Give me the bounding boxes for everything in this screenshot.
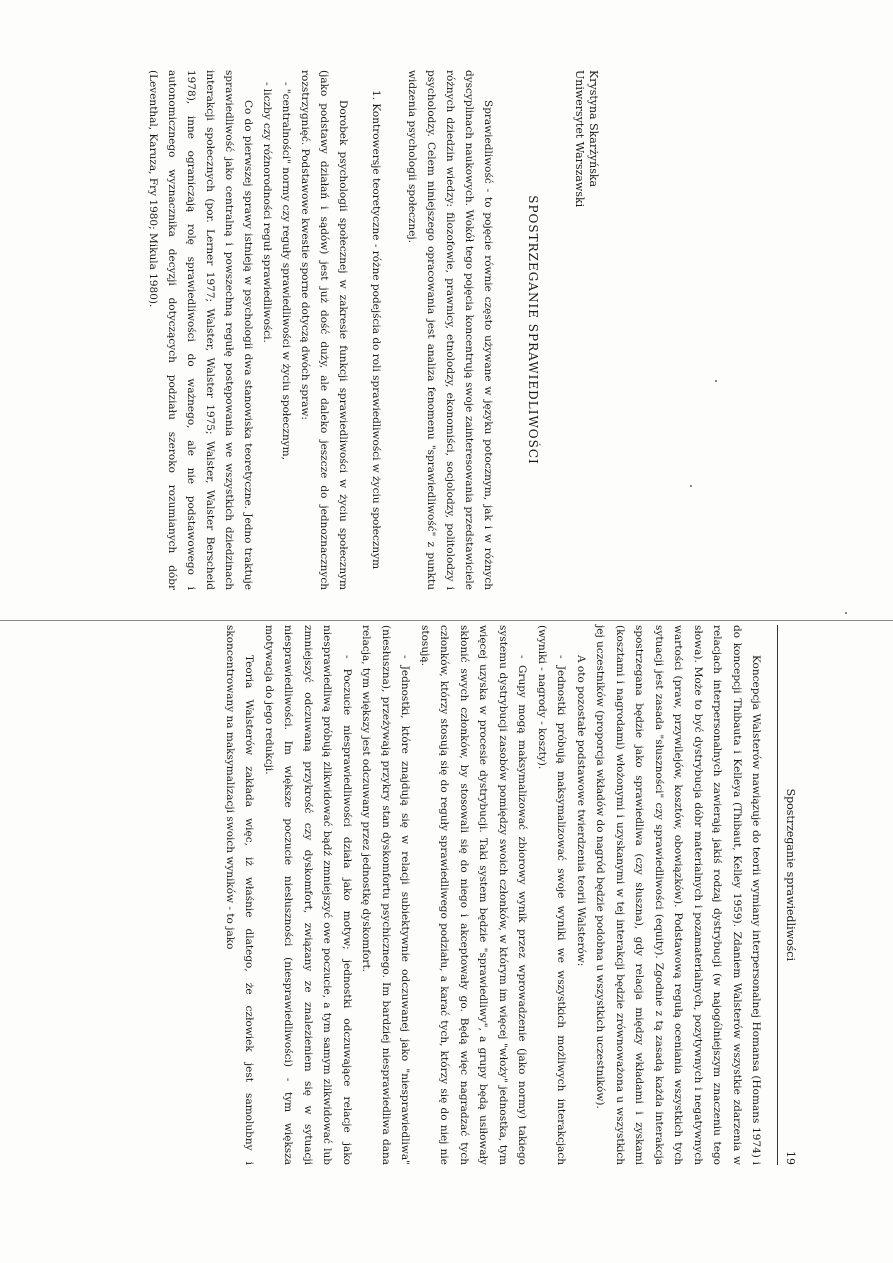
author-name: Krystyna Skarżyńska [587, 70, 600, 188]
scan-speck [845, 612, 847, 614]
page-number: 19 [784, 1151, 797, 1165]
list-item: - Jednostki próbują maksymalizować swoje wyniki we wszystkich możliwych interakcjach (wyniki - nagrody - koszty). [536, 625, 568, 1165]
section-heading: 1. Kontrowersje teoretyczne - różne podejścia do roli sprawiedliwości w życiu społecznym [370, 90, 382, 570]
body-paragraph: Teoria Walsterów zakłada więc, iż właśnie dlatego, że człowiek jest samolubny i skoncentrowany na maksymalizacji swoich wyników - to jako [224, 625, 256, 1165]
page-fold-divider [0, 620, 893, 621]
running-head [778, 625, 801, 1165]
body-paragraph: A oto pozostałe podstawowe twierdzenia teorii Walsterów: [575, 655, 587, 967]
list-item: - Poczucie niesprawiedliwości działa jako motyw; jednostki odczuwające relacje jako niesprawiedliwą próbują zlikwidować bądź zmniejszyć owe poczucie, a tym samym zlikwidować lub zmniejszyć odczuwaną przykrość czy dyskomfort, związany ze znalezieniem się w sytuacji niesprawiedliwości. Im większe poczucie niesłuszności (niesprawiedliwości) - tym większa motywacja do jego redukcji. [263, 625, 353, 1165]
list-item: - Jednostki, które znajdują się w relacji subiektywnie odczuwanej jako "niesprawiedliwa" (niesłuszna), przeżywają przykry stan dyskomfortu psychicznego. Im bardziej niesprawiedliwa dana relacja, tym większy jest odczuwany przez jednostkę dyskomfort. [360, 625, 412, 1165]
article-title: SPOSTRZEGANIE SPRAWIEDLIWOŚCI [526, 195, 540, 465]
list-item: - "centralności" normy czy reguły sprawiedliwości w życiu społecznym, [280, 82, 292, 460]
list-item: - liczby czy różnorodności reguł sprawiedliwości. [261, 82, 273, 343]
scan-speck [715, 380, 717, 382]
section-paragraph: Dorobek psychologii społecznej w zakresie funkcji sprawiedliwości w życiu społecznym (jako podstawy działań i sądów) jest już dość duży, ale daleko jeszcze do jednoznacznych rozstrzygnięć. Podstawowe kwestie sporne dotyczą dwóch spraw: [299, 70, 349, 590]
article-opening-page [60, 70, 600, 590]
author-affiliation: Uniwersytet Warszawski [573, 70, 586, 208]
section-paragraph: Co do pierwszej sprawy istnieją w psychologii dwa stanowiska teoretyczne. Jedno traktuje sprawiedliwość jako centralną i powszechną regułę postępowania we wszystkich dziedzinach interakcji społecznych (por. Lerner 1977; Walster, Walster 1975; Walster, Walster Berscheid 1978), inne ograniczają rolę sprawiedliwości do ważnego, ale nie podstawowego i autonomicznego wyznacznika decyzji dotyczących podziału szeroko rozumianych dóbr (Leventhal, Karuza, Fry 1980; Mikula 1980). [147, 70, 254, 590]
intro-paragraph: Sprawiedliwość - to pojęcie równie często używane w języku potocznym, jak i w różnych dyscyplinach naukowych. Wokół tego pojęcia koncentrują swoje zainteresowania przedstawiciele różnych dziedzin wiedzy: filozofowie, prawnicy, etnolodzy, ekonomiści, socjolodzy, politolodzy i psycholodzy. Celem niniejszego opracowania jest analiza fenomenu "sprawiedliwość" z punktu widzenia psychologii społecznej. [406, 70, 494, 590]
page-19 [80, 625, 800, 1165]
body-paragraph: Koncepcja Walsterów nawiązuje do teorii wymiany interpersonalnej Homansa (Homans 1974) i do koncepcji Thibauta i Kelleya (Thibaut, Kelley 1959). Zdaniem Walsterów wszystkie zdarzenia w relacjach interpersonalnych zawierają jakiś rodzaj dystrybucji (w najogólniejszym znaczeniu tego słowa). Może to być dystrybucja dóbr materialnych i pozamaterialnych, pozytywnych i negatywnych wartości (praw, przywilejów, kosztów, obowiązków). Podstawową regułą oceniania wszystkich tych sytuacji jest zasada "słuszności" czy sprawiedliwości (equity). Zgodnie z tą zasadą każda interakcja spostrzegana będzie jako sprawiedliwa (czy słuszna), gdy relacja między wkładami i zyskami (kosztami i nagrodami) włożonymi i uzyskanymi w tej interakcji będzie zrównoważona u wszystkich jej uczestników (proporcja wkładów do nagród będzie podobna u wszystkich uczestników). [594, 625, 763, 1165]
scan-speck [690, 485, 692, 487]
list-item: - Grupy mogą maksymalizować zbiorowy wynik przez wprowadzenie (jako normy) takiego systemu dystrybucji zasobów pomiędzy swoich członków, w którym im więcej "włoży" jednostka, tym więcej uzyska w procesie dystrybucji. Taki system będzie "sprawiedliwy", a grupy będą usiłowały skłonić swych członków, by stosowali się do niego i akceptowały go. Będą więc nagradzać tych członków, którzy stosują się do reguły sprawiedliwego podziału, a karać tych, którzy się do niej nie stosują. [419, 625, 529, 1165]
running-head-title: Spostrzeganie sprawiedliwości [784, 788, 797, 961]
